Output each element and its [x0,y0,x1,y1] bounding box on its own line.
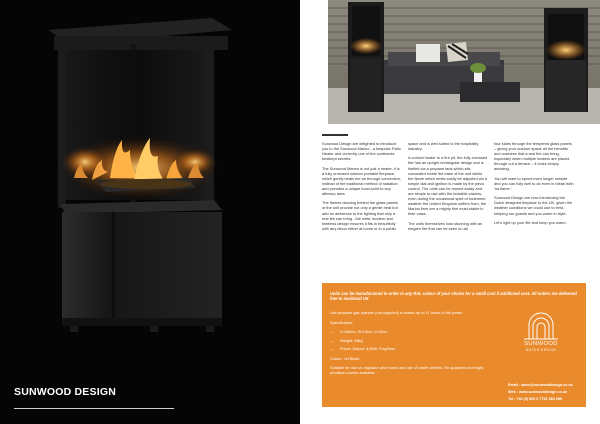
paragraph: A cubical heater to a fire pit, the fully enclosed fire has an upright rectangular design and is fuelled via a propane tank which sits concealed inside the base of the unit whilst the flame which emits easily be adjusted via a simple dial and ignition is made by the piezo control. The units can be moved easily and are simple to use with the lockable castors, even during the occasional spell of inclement weather the United Kingdom suffers from, the Marino fires are a mighty fine must-stable in their class. [408,155,488,217]
paragraph: You will want to spend even longer outside and you can fully well to do even in bleak truth 'na flame.' [494,175,574,191]
text-column-1 [322,141,402,235]
sunwood-logo [512,311,570,361]
info-lead: Units can be manufactured to order in any RAL colour of your choice for a small cost if additional cost. All orders are delivered free to mainland UK [330,291,577,302]
brand-underline [14,408,174,409]
contact-details [508,382,584,403]
info-box [322,283,586,407]
text-column-3 [494,141,574,229]
section-rule [322,134,348,136]
spec-list [330,329,500,351]
spec-heading: Specification: [330,319,354,325]
web-line: Web : www.sunwooddesign.co.uk [508,390,568,394]
paragraph: Let's light up your life and keep you warm. [494,219,567,225]
spec-item: • Weight: 48kg [340,338,500,343]
brand-title: SUNWOOD DESIGN [14,386,116,398]
paragraph: space and is well suited to the hospitality industry. [408,141,479,152]
patio-photo [328,0,600,124]
paragraph: The flames dancing behind the glass panels of the unit provide not only a gentle heat but add an ambience to the lighting that only a real fire can bring - the units' modern and timeless design ensures it fits in beautifully with any décor either at home or in a public [322,200,398,231]
colour-line: Colour: Jet Black [330,355,360,361]
phone-line: Tel : +44 (0) 800 0 7722 484 089 [508,397,562,401]
paragraph: Sunwood Design are now introducing the Dutch designed fireplace to the UK, given the weather conditions we could use to best, keeping our guests and you warm in style. [494,195,573,216]
email-line: Email : sales@sunwooddesign.co.uk [508,383,573,387]
right-page [300,0,600,424]
paragraph: The Sunwood Marino is not just a heater, it is a fully enclosed outdoor portable fireplace, which gently heats the air through convection, instead of the traditional method of radiation and provides a unique focal point to any alfresco area. [322,165,401,197]
footer-note: Suitable for use on regulator and hoses and use of caster wheels. Re-splashed overnight, precision covers available. [330,365,485,376]
info-details [330,310,500,380]
paragraph: Sunwood Design are delighted to introduce you to the Sunwood Marino - a bespoke Patio Heater and currently one of the continents bestkept secrets. [322,141,401,162]
paragraph: The units themselves look stunning with an elegant fire that can be seen on all [408,220,483,231]
spec-item: • Power Output: 4-5kW, 9 kg/hour [340,346,500,351]
arch-logo-icon [512,311,570,341]
propane-note: Use propane gas cylinder (not supplied) to match up to 11 hours of full power. [330,310,464,315]
paragraph: four sides through the tempered glass panels – giving your outdoor space all the benefits and cosiness that a real fire can bring, especially when multiple heaters are placed through out a terrace – it looks simply amazing. [494,141,572,172]
logo-subtitle: DUTCH DESIGN [525,348,557,352]
text-column-2 [408,141,488,235]
spec-item: • H:148cm, W:43cm, D:43cm [340,329,500,334]
logo-name: SUNWOOD [524,341,558,347]
